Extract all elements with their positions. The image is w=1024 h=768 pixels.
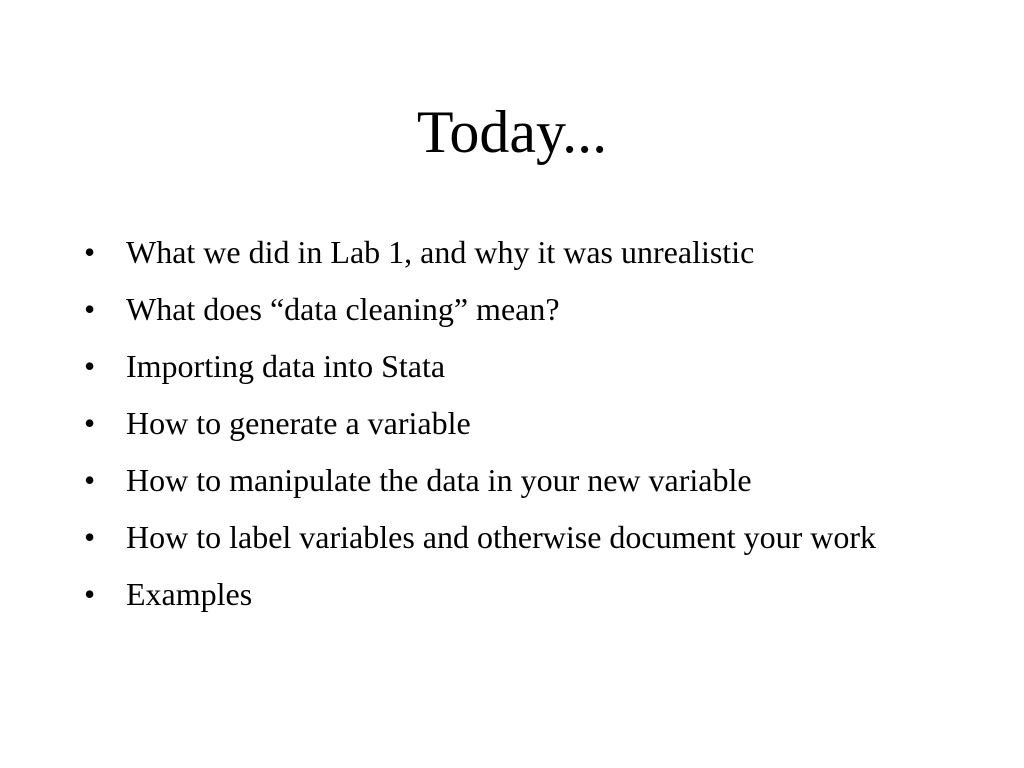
bullet-item (84, 399, 944, 447)
bullet-list (84, 228, 944, 627)
bullet-marker: • (84, 234, 96, 270)
bullet-marker: • (84, 576, 96, 612)
bullet-marker: • (84, 405, 96, 441)
bullet-item (84, 228, 944, 276)
bullet-text: How to generate a variable (126, 405, 471, 441)
bullet-item (84, 342, 944, 390)
bullet-text: Importing data into Stata (126, 348, 446, 384)
bullet-item (84, 570, 944, 618)
bullet-text: What we did in Lab 1, and why it was unrealistic (126, 234, 755, 270)
bullet-text: Examples (126, 576, 253, 612)
bullet-marker: • (84, 348, 96, 384)
bullet-text: What does “data cleaning” mean? (126, 291, 560, 327)
bullet-marker: • (84, 462, 96, 498)
bullet-marker: • (84, 519, 96, 555)
bullet-item (84, 513, 944, 561)
slide-title: Today... (416, 99, 608, 165)
bullet-text: How to manipulate the data in your new variable (126, 462, 752, 498)
bullet-text: How to label variables and otherwise document your work (126, 519, 877, 555)
bullet-marker: • (84, 291, 96, 327)
bullet-item (84, 285, 944, 333)
bullet-item (84, 456, 944, 504)
